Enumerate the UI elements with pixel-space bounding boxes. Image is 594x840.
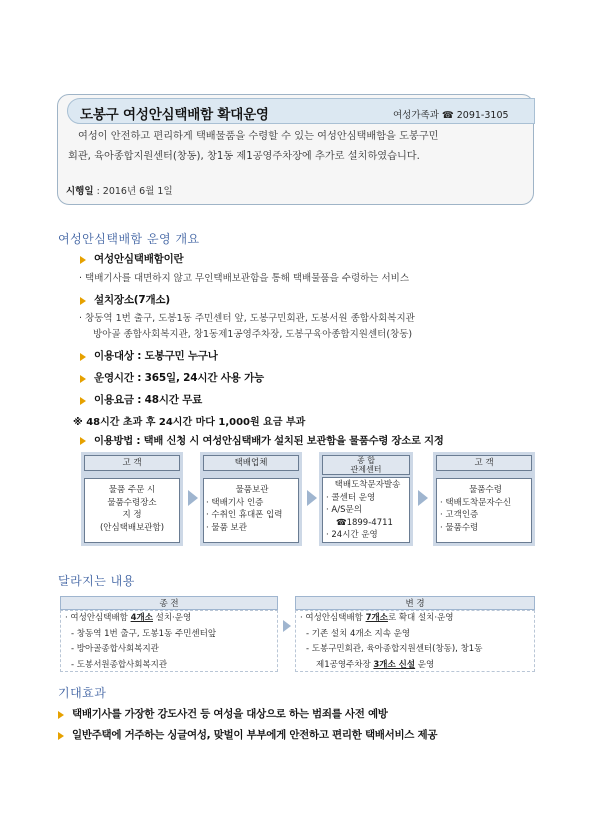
before-body — [60, 610, 278, 672]
before-pre: · 여성안심택배함 — [65, 613, 131, 623]
effective-date — [66, 183, 173, 197]
overview-heading: 여성안심택배함 운영 개요 — [58, 232, 200, 246]
flow-line: 택배도착문자발송 — [334, 480, 401, 490]
before-summary — [65, 611, 273, 627]
after-pre: · 여성안심택배함 — [300, 613, 366, 623]
flow-line: · 택배기사 인증 — [206, 497, 264, 508]
date-label: 시행일 — [66, 186, 94, 197]
flow-line: ☎1899-4711 — [336, 517, 393, 528]
effects-heading: 기대효과 — [58, 686, 107, 700]
usage-method: 이용방법 : 택배 신청 시 여성안심택배가 설치된 보관함을 물품수령 장소로 지정 — [94, 435, 444, 447]
bullet-arrow-icon — [58, 732, 64, 740]
flow-step-1-head: 고 객 — [84, 455, 180, 471]
flow-head-line: 관제센터 — [350, 465, 382, 474]
flow-line: 물품수령 — [469, 485, 502, 495]
location-line-1: · 창동역 1번 출구, 도봉1동 주민센터 앞, 도봉구민회관, 도봉서원 종합사회복지관 — [79, 313, 415, 324]
bullet-arrow-icon — [80, 353, 86, 361]
flow-step-3-body — [322, 477, 410, 543]
after-post: 로 확대 설치·운영 — [387, 613, 454, 623]
after-head: 변 경 — [295, 596, 535, 610]
after-count: 7개소 — [365, 613, 388, 623]
before-item: - 도봉서원종합사회복지관 — [71, 659, 168, 670]
flow-line: · 택배도착문자수신 — [440, 497, 512, 508]
after-new-count: 3개소 신설 — [373, 659, 416, 670]
after-item3-post: 운영 — [415, 659, 435, 670]
flow-line: · A/S문의 — [326, 505, 362, 515]
effect-item-1: 택배기사를 가장한 강도사건 등 여성을 대상으로 하는 범죄를 사전 예방 — [72, 708, 388, 720]
after-item: - 기존 설치 4개소 지속 운영 — [306, 628, 411, 639]
flow-step-2-body — [203, 478, 299, 543]
contact-info: 여성가족과 ☎ 2091-3105 — [393, 110, 509, 121]
flow-arrow-icon — [307, 490, 317, 506]
definition-label: 여성안심택배함이란 — [94, 253, 184, 265]
after-summary — [300, 611, 530, 627]
location-line-2: 방아골 종합사회복지관, 창1동제1공영주차장, 도봉구육아종합지원센터(창동) — [93, 329, 413, 340]
before-item: - 창동역 1번 출구, 도봉1동 주민센터앞 — [71, 628, 217, 639]
bullet-arrow-icon — [80, 397, 86, 405]
after-item: - 도봉구민회관, 육아종합지원센터(창동), 창1동 — [306, 644, 483, 654]
location-label: 설치장소(7개소) — [94, 294, 170, 306]
bullet-arrow-icon — [80, 297, 86, 305]
summary-line-2: 회관, 육아종합지원센터(창동), 창1동 제1공영주차장에 추가로 설치하였습니다. — [68, 151, 420, 162]
flow-step-3-head — [322, 455, 410, 475]
flow-line: 물품수령장소 — [107, 497, 157, 508]
bullet-arrow-icon — [80, 256, 86, 264]
effect-item-2: 일반주택에 거주하는 싱글여성, 맞벌이 부부에게 안전하고 편리한 택배서비스 제공 — [72, 729, 438, 741]
date-value: : 2016년 6월 1일 — [96, 186, 173, 197]
flow-arrow-icon — [188, 490, 198, 506]
operating-hours: 운영시간 : 365일, 24시간 사용 가능 — [94, 372, 264, 384]
flow-line: 물품보관 — [235, 485, 269, 495]
flow-line: 물품 주문 시 — [108, 485, 156, 495]
before-item: - 방아골종합사회복지관 — [71, 644, 159, 654]
fee-note: ※ 48시간 초과 후 24시간 마다 1,000원 요금 부과 — [73, 417, 306, 428]
flow-line: (안심택배보관함) — [99, 522, 165, 533]
bullet-arrow-icon — [80, 437, 86, 445]
change-arrow-icon — [283, 620, 291, 632]
flow-step-2-head: 택배업체 — [203, 455, 299, 471]
before-head: 종 전 — [60, 596, 278, 610]
flow-arrow-icon — [418, 490, 428, 506]
bullet-arrow-icon — [80, 375, 86, 383]
flow-step-4-head: 고 객 — [436, 455, 532, 471]
flow-line: · 24시간 운영 — [326, 530, 378, 540]
before-post: 설치·운영 — [152, 613, 192, 623]
flow-line: · 물품 보관 — [206, 522, 247, 533]
changes-heading: 달라지는 내용 — [58, 574, 135, 588]
flow-line: · 수취인 휴대폰 입력 — [206, 510, 283, 520]
document-title: 도봉구 여성안심택배함 확대운영 — [80, 107, 269, 123]
flow-step-4-body — [436, 478, 532, 543]
definition-desc: · 택배기사를 대면하지 않고 무인택배보관함을 통해 택배물품을 수령하는 서비스 — [79, 273, 410, 284]
summary-line-1: 여성이 안전하고 편리하게 택배물품을 수령할 수 있는 여성안심택배함을 도봉구민 — [78, 131, 439, 142]
flow-line: · 고객인증 — [440, 510, 479, 520]
usage-fee: 이용요금 : 48시간 무료 — [94, 394, 203, 406]
target-users: 이용대상 : 도봉구민 누구나 — [94, 350, 218, 362]
bullet-arrow-icon — [58, 711, 64, 719]
flow-line: · 물품수령 — [440, 522, 479, 533]
flow-head-line: 종 합 — [357, 456, 375, 465]
flow-line: · 콜센터 운영 — [326, 492, 376, 503]
after-item3-pre: 제1공영주차장 — [316, 659, 374, 670]
flow-line: 지 정 — [122, 510, 142, 520]
before-count: 4개소 — [130, 613, 153, 623]
after-item — [300, 658, 530, 674]
after-body — [295, 610, 535, 672]
flow-step-1-body — [84, 478, 180, 543]
